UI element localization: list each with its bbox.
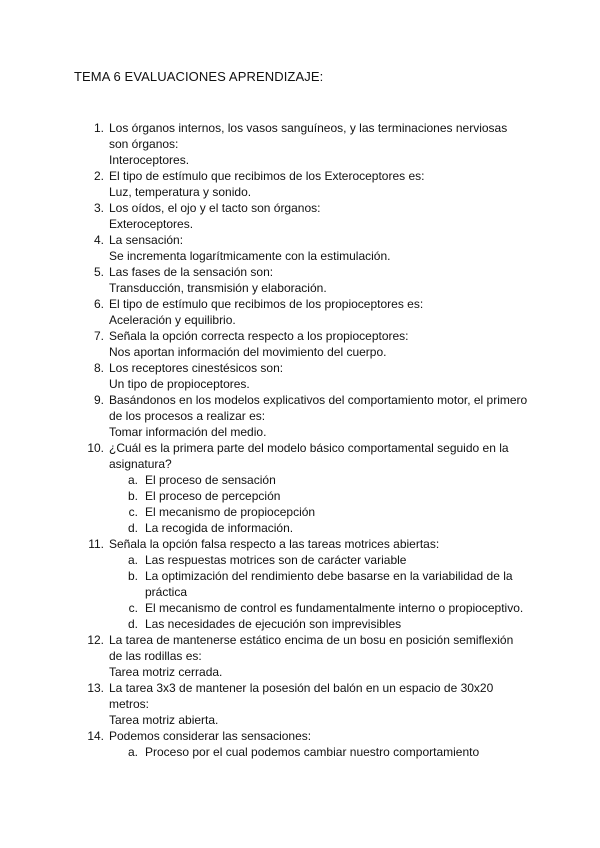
question-text: Los órganos internos, los vasos sanguíneos, y las terminaciones nerviosas son órganos:	[109, 121, 508, 151]
option-item	[0, 472, 600, 488]
question-item	[0, 168, 600, 200]
question-list	[0, 120, 600, 760]
question-text: La tarea 3x3 de mantener la posesión del balón en un espacio de 30x20 metros:	[109, 681, 494, 711]
question-text: Basándonos en los modelos explicativos del comportamiento motor, el primero de los procesos a realizar es:	[109, 393, 528, 423]
question-answer: Tomar información del medio.	[109, 425, 267, 439]
question-number: 3.	[93, 201, 104, 215]
question-text: El tipo de estímulo que recibimos de los Exteroceptores es:	[109, 169, 425, 183]
question-item	[0, 232, 600, 264]
question-answer: Transducción, transmisión y elaboración.	[109, 281, 327, 295]
question-item	[0, 632, 600, 680]
option-text: Proceso por el cual podemos cambiar nuestro comportamiento	[145, 745, 480, 759]
question-text: La tarea de mantenerse estático encima de un bosu en posición semiflexión de las rodillas es:	[109, 633, 514, 663]
document-title: TEMA 6 EVALUACIONES APRENDIZAJE:	[74, 69, 324, 84]
option-text: Las respuestas motrices son de carácter variable	[145, 553, 407, 567]
option-letter: a.	[127, 473, 138, 487]
option-item	[0, 744, 600, 760]
question-number: 10.	[87, 441, 104, 455]
question-answer: Exteroceptores.	[109, 217, 194, 231]
option-item	[0, 504, 600, 520]
option-text: El proceso de sensación	[145, 473, 276, 487]
option-item	[0, 616, 600, 632]
option-letter: a.	[127, 745, 138, 759]
question-number: 6.	[93, 297, 104, 311]
question-text: Podemos considerar las sensaciones:	[109, 729, 312, 743]
option-text: El mecanismo de propiocepción	[145, 505, 316, 519]
option-letter: d.	[127, 521, 138, 535]
option-list	[0, 744, 600, 760]
question-number: 4.	[93, 233, 104, 247]
question-answer: Tarea motriz cerrada.	[109, 665, 223, 679]
question-item	[0, 680, 600, 728]
question-number: 13.	[87, 681, 104, 695]
option-item	[0, 520, 600, 536]
question-number: 11.	[88, 537, 104, 551]
question-number: 9.	[93, 393, 104, 407]
option-list	[0, 472, 600, 536]
option-text: El proceso de percepción	[145, 489, 281, 503]
question-item	[0, 328, 600, 360]
question-item	[0, 200, 600, 232]
option-letter: c.	[128, 505, 138, 519]
question-item	[0, 728, 600, 760]
question-number: 12.	[87, 633, 104, 647]
question-item	[0, 440, 600, 536]
question-answer: Luz, temperatura y sonido.	[109, 185, 252, 199]
option-item	[0, 568, 600, 600]
question-text: ¿Cuál es la primera parte del modelo básico comportamental seguido en la asignatura?	[109, 441, 509, 471]
question-text: Las fases de la sensación son:	[109, 265, 274, 279]
option-letter: a.	[127, 553, 138, 567]
question-text: El tipo de estímulo que recibimos de los propioceptores es:	[109, 297, 424, 311]
option-text: La optimización del rendimiento debe basarse en la variabilidad de la práctica	[145, 569, 513, 599]
option-list	[0, 552, 600, 632]
option-item	[0, 600, 600, 616]
question-answer: Se incrementa logarítmicamente con la estimulación.	[109, 249, 391, 263]
question-number: 7.	[93, 329, 104, 343]
question-item	[0, 360, 600, 392]
question-item	[0, 296, 600, 328]
question-answer: Interoceptores.	[109, 153, 190, 167]
option-letter: b.	[127, 569, 138, 583]
option-letter: c.	[128, 601, 138, 615]
option-text: Las necesidades de ejecución son imprevisibles	[145, 617, 402, 631]
question-item	[0, 536, 600, 632]
question-number: 2.	[93, 169, 104, 183]
question-number: 5.	[93, 265, 104, 279]
option-letter: d.	[127, 617, 138, 631]
option-item	[0, 488, 600, 504]
question-item	[0, 120, 600, 168]
option-letter: b.	[127, 489, 138, 503]
question-text: Señala la opción falsa respecto a las tareas motrices abiertas:	[109, 537, 440, 551]
question-number: 8.	[93, 361, 104, 375]
question-item	[0, 392, 600, 440]
option-text: El mecanismo de control es fundamentalmente interno o propioceptivo.	[145, 601, 524, 615]
question-text: Los oídos, el ojo y el tacto son órganos:	[109, 201, 321, 215]
question-item	[0, 264, 600, 296]
question-answer: Nos aportan información del movimiento del cuerpo.	[109, 345, 387, 359]
option-text: La recogida de información.	[145, 521, 294, 535]
question-answer: Aceleración y equilibrio.	[109, 313, 236, 327]
question-answer: Un tipo de propioceptores.	[109, 377, 250, 391]
question-text: Señala la opción correcta respecto a los propioceptores:	[109, 329, 409, 343]
question-answer: Tarea motriz abierta.	[109, 713, 219, 727]
option-item	[0, 552, 600, 568]
question-text: Los receptores cinestésicos son:	[109, 361, 284, 375]
question-number: 14.	[87, 729, 104, 743]
question-number: 1.	[93, 121, 104, 135]
question-text: La sensación:	[109, 233, 184, 247]
